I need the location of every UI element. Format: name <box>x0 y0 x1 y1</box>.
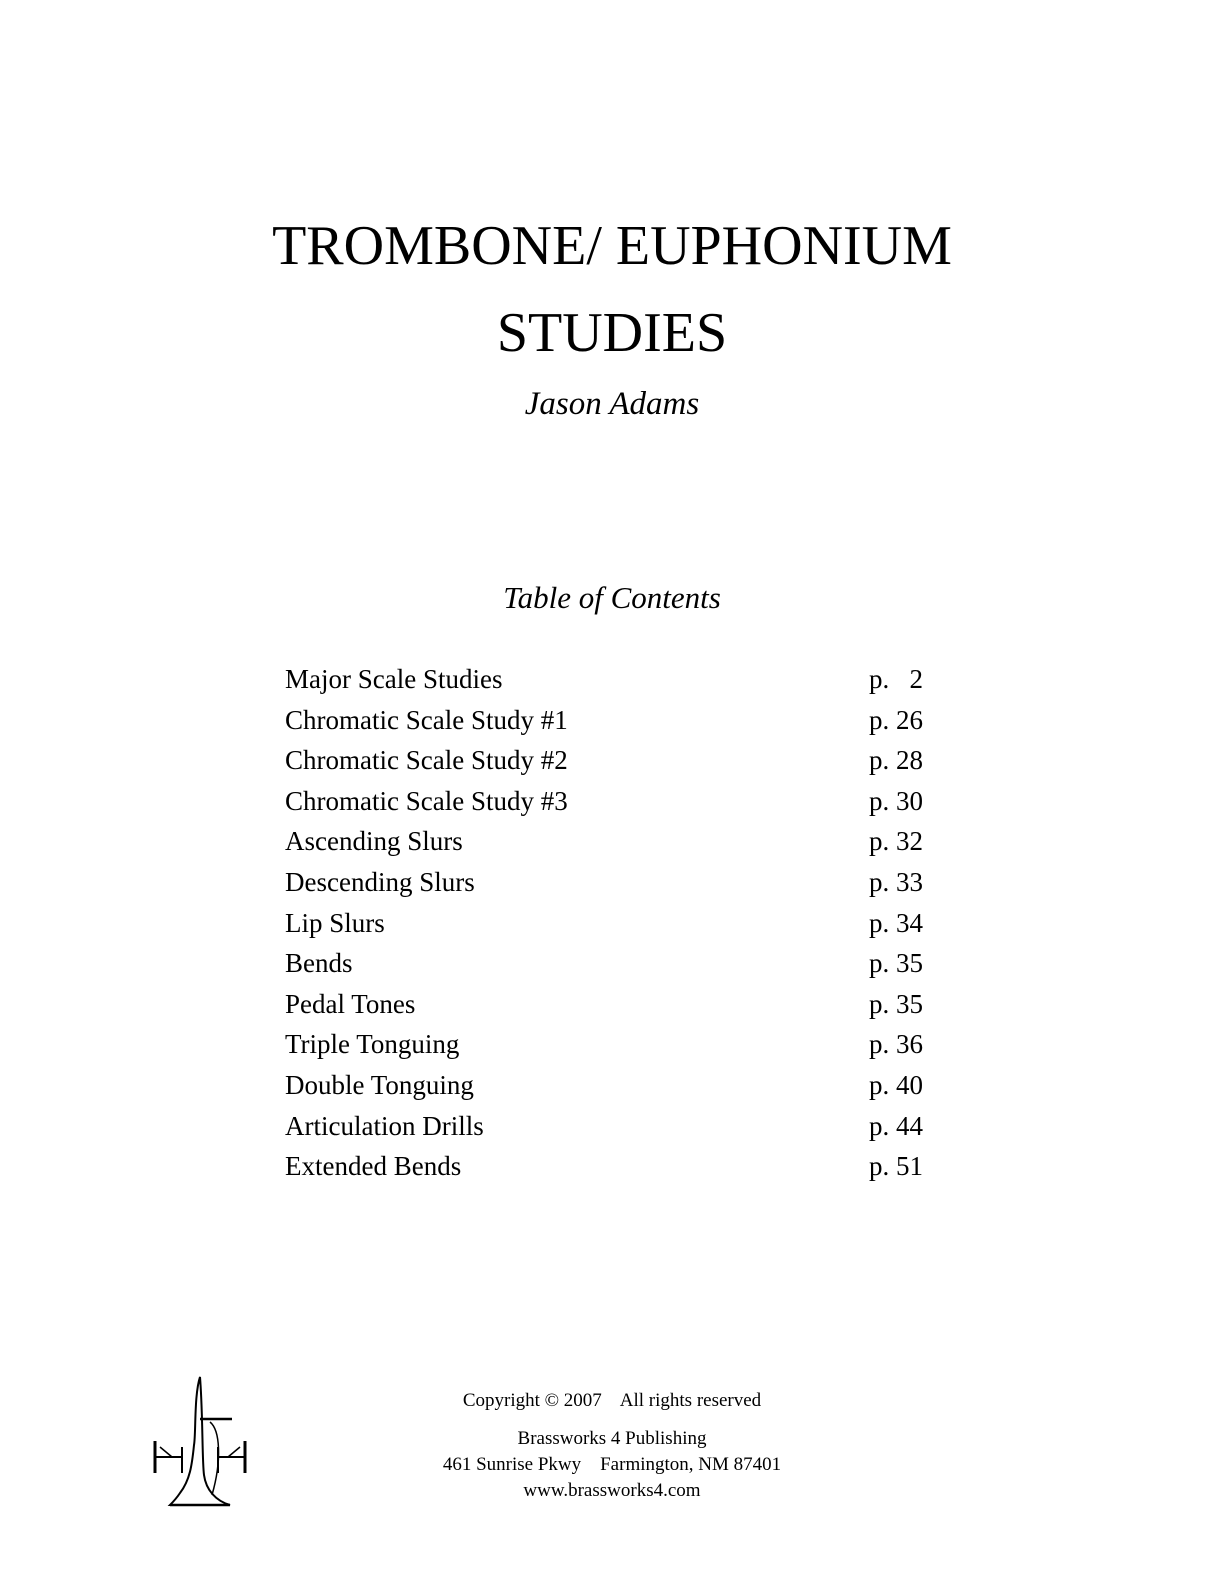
table-of-contents <box>285 666 925 1194</box>
toc-entry-title: Major Scale Studies <box>285 664 503 694</box>
toc-entry-page: p. 2 <box>869 664 923 694</box>
copyright-line <box>0 1390 1224 1412</box>
toc-entry-page: p. 26 <box>869 704 923 735</box>
toc-row <box>285 666 925 707</box>
toc-entry-page: p. 34 <box>869 907 923 938</box>
toc-entry-page: p. 51 <box>869 1151 923 1182</box>
toc-row <box>285 988 925 1032</box>
rights-text: All rights reserved <box>619 1390 762 1411</box>
toc-row <box>285 866 925 910</box>
toc-entry-title: Chromatic Scale Study #1 <box>285 704 568 735</box>
toc-entry-page: p. 44 <box>869 1110 923 1141</box>
toc-entry-page: p. 40 <box>869 1069 923 1100</box>
toc-row <box>285 907 925 951</box>
title-line-2: STUDIES <box>496 302 728 364</box>
toc-entry-page: p. 35 <box>869 988 923 1019</box>
publisher-name: Brassworks 4 Publishing <box>517 1428 707 1449</box>
toc-entry-title: Pedal Tones <box>285 988 416 1019</box>
toc-row <box>285 1031 925 1072</box>
toc-entry-title: Lip Slurs <box>285 907 385 938</box>
toc-entry-page: p. 32 <box>869 826 923 857</box>
toc-row <box>285 747 925 788</box>
toc-entry-page: p. 36 <box>869 1029 923 1060</box>
toc-row <box>285 1110 925 1154</box>
toc-row <box>285 950 925 991</box>
toc-entry-page: p. 33 <box>869 866 923 897</box>
toc-entry-page: p. 30 <box>869 785 923 816</box>
publisher-website: www.brassworks4.com <box>523 1480 701 1501</box>
toc-row <box>285 828 925 869</box>
toc-entry-title: Chromatic Scale Study #2 <box>285 745 568 776</box>
toc-row <box>285 785 925 829</box>
toc-entry-title: Descending Slurs <box>285 866 475 897</box>
copyright-text: Copyright © 2007 <box>462 1390 602 1411</box>
author-name: Jason Adams <box>524 386 700 422</box>
toc-entry-title: Articulation Drills <box>285 1110 484 1141</box>
publisher-address: 461 Sunrise Pkwy Farmington, NM 87401 <box>442 1454 782 1475</box>
toc-entry-title: Ascending Slurs <box>285 826 463 857</box>
toc-row <box>285 1069 925 1113</box>
toc-entry-title: Extended Bends <box>285 1151 462 1182</box>
title-line-1: TROMBONE/ EUPHONIUM <box>272 215 952 277</box>
toc-entry-title: Bends <box>285 948 353 979</box>
toc-entry-title: Chromatic Scale Study #3 <box>285 785 568 816</box>
toc-entry-title: Triple Tonguing <box>285 1029 460 1060</box>
toc-heading: Table of Contents <box>503 580 721 615</box>
toc-entry-title: Double Tonguing <box>285 1069 474 1100</box>
toc-entry-page: p. 28 <box>869 745 923 776</box>
toc-entry-page: p. 35 <box>869 948 923 979</box>
toc-row <box>285 1153 925 1194</box>
toc-row <box>285 704 925 748</box>
